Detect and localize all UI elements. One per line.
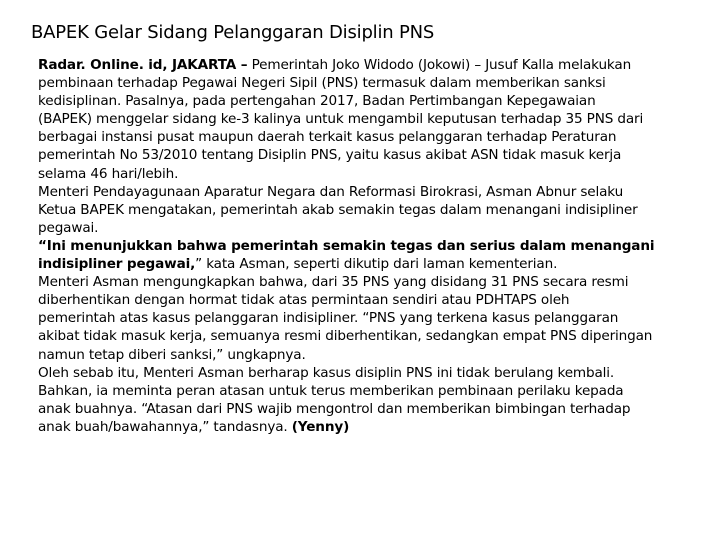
byline: (Yenny) xyxy=(291,418,350,435)
body-line: berbagai instansi pusat maupun daerah terkait kasus pelanggaran terhadap Peraturan xyxy=(38,129,617,146)
body-line xyxy=(38,418,714,436)
body-text: Pemerintah Joko Widodo (Jokowi) – Jusuf Kalla melakukan xyxy=(247,57,632,73)
body-line: diberhentikan dengan hormat tidak atas permintaan sendiri atau PDHTAPS oleh xyxy=(38,292,570,309)
body-text: anak buah/bawahannya,” tandasnya. xyxy=(38,418,292,435)
body-line: (BAPEK) menggelar sidang ke-3 kalinya untuk mengambil keputusan terhadap 35 PNS dari xyxy=(38,111,644,128)
article-body xyxy=(38,56,714,436)
quote-line: “Ini menunjukkan bahwa pemerintah semakin tegas dan serius dalam menangani xyxy=(38,237,655,254)
dateline: Radar. Online. id, JAKARTA – xyxy=(38,57,248,73)
body-line: kedisiplinan. Pasalnya, pada pertengahan 2017, Badan Pertimbangan Kepegawaian xyxy=(38,93,596,110)
body-line: selama 46 hari/lebih. xyxy=(38,165,179,182)
body-line: Menteri Asman mengungkapkan bahwa, dari 35 PNS yang disidang 31 PNS secara resmi xyxy=(38,274,629,291)
body-line: pembinaan terhadap Pegawai Negeri Sipil (PNS) termasuk dalam memberikan sanksi xyxy=(38,75,606,92)
quote-bold-text: indisipliner pegawai, xyxy=(38,256,196,273)
quote-line xyxy=(38,255,714,273)
body-line: pegawai. xyxy=(38,219,99,236)
body-line: Bahkan, ia meminta peran atasan untuk terus memberikan pembinaan perilaku kepada xyxy=(38,382,624,399)
body-line: anak buahnya. “Atasan dari PNS wajib mengontrol dan memberikan bimbingan terhadap xyxy=(38,400,631,417)
body-line: Oleh sebab itu, Menteri Asman berharap kasus disiplin PNS ini tidak berulang kembali. xyxy=(38,364,615,381)
body-line: pemerintah No 53/2010 tentang Disiplin PNS, yaitu kasus akibat ASN tidak masuk kerja xyxy=(38,147,622,164)
body-line: Ketua BAPEK mengatakan, pemerintah akab semakin tegas dalam menangani indisipliner xyxy=(38,201,638,218)
body-line: namun tetap diberi sanksi,” ungkapnya. xyxy=(38,346,306,363)
article-headline: BAPEK Gelar Sidang Pelanggaran Disiplin PNS xyxy=(31,22,435,43)
body-line: Menteri Pendayagunaan Aparatur Negara dan Reformasi Birokrasi, Asman Abnur selaku xyxy=(38,183,624,200)
body-line: pemerintah atas kasus pelanggaran indisipliner. “PNS yang terkena kasus pelanggaran xyxy=(38,310,619,327)
body-line: akibat tidak masuk kerja, semuanya resmi diberhentikan, sedangkan empat PNS diperingan xyxy=(38,328,653,345)
body-line xyxy=(38,56,714,74)
body-text: ” kata Asman, seperti dikutip dari laman kementerian. xyxy=(195,256,558,273)
